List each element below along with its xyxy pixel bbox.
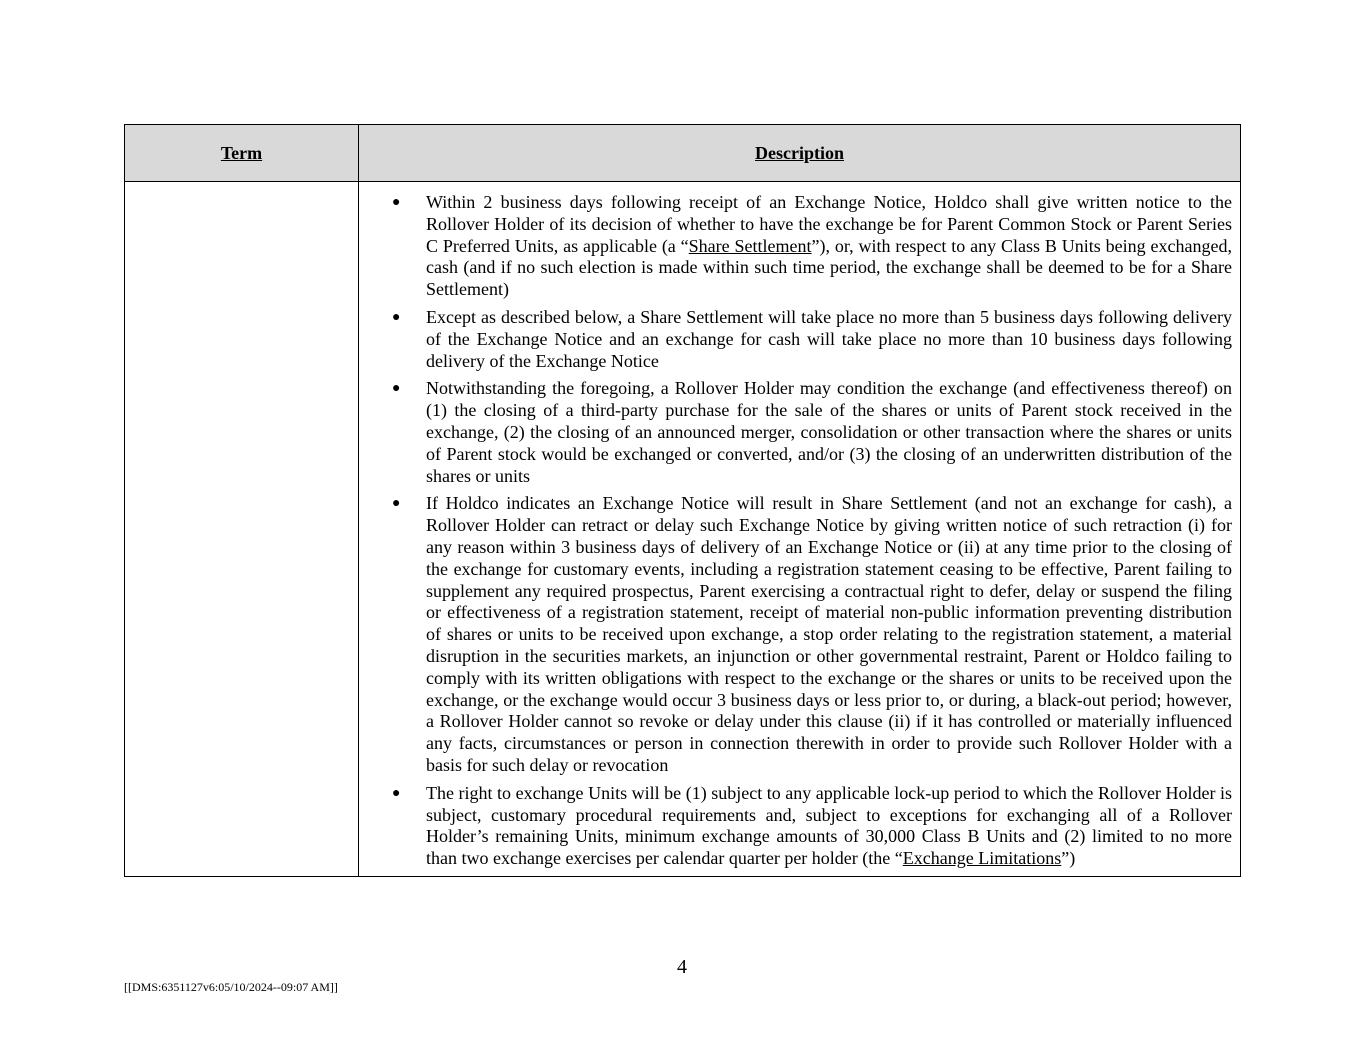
bullet-icon: ● bbox=[392, 381, 401, 397]
table-row bbox=[125, 182, 1241, 877]
bullet-item-retraction-rights bbox=[389, 493, 1232, 776]
description-cell bbox=[359, 182, 1241, 877]
header-term: Term bbox=[125, 125, 359, 182]
bullet-icon: ● bbox=[392, 496, 401, 512]
bullet-icon: ● bbox=[392, 309, 401, 325]
bullet-text: If Holdco indicates an Exchange Notice will result in Share Settlement (and not an exchange for cash), a Rollover Holder can retract or delay such Exchange Notice by giving written notice of such retraction (i) for any reason within 3 business days of delivery of an Exchange Notice or (ii) at any time prior to the closing of the exchange for customary events, including a registration statement ceasing to be effective, Parent failing to supplement any required prospectus, Parent exercising a contractual right to defer, delay or suspend the filing or effectiveness of a registration statement, receipt of material non-public information preventing distribution of shares or units to be received upon exchange, a stop order relating to the registration statement, a material disruption in the securities markets, an injunction or other governmental restraint, Parent or Holdco failing to comply with its written obligations with respect to the exchange or the shares or units to be received upon the exchange, or the exchange would occur 3 business days or less prior to, or during, a black-out period; however, a Rollover Holder cannot so revoke or delay under this clause (ii) if it has controlled or materially influenced any facts, circumstances or person in connection therewith in order to provide such Rollover Holder with a basis for such delay or revocation bbox=[426, 493, 1232, 775]
bullet-item-share-settlement-notice bbox=[389, 192, 1232, 301]
bullet-text: Except as described below, a Share Settlement will take place no more than 5 business days following delivery of the Exchange Notice and an exchange for cash will take place no more than 10 business days following delivery of the Exchange Notice bbox=[426, 306, 1232, 371]
bullet-text: The right to exchange Units will be (1) subject to any applicable lock-up period to which the Rollover Holder is subject, customary procedural requirements and, subject to exceptions for exchanging all of a Rollover Holder’s remaining Units, minimum exchange amounts of 30,000 Class B Units and (2) limited to no more than two exchange exercises per calendar quarter per holder (the “ bbox=[426, 782, 1232, 869]
bullet-item-settlement-timing bbox=[389, 307, 1232, 372]
term-description-table bbox=[124, 124, 1241, 877]
bullet-text: Notwithstanding the foregoing, a Rollover Holder may condition the exchange (and effectiveness thereof) on (1) the closing of a third-party purchase for the sale of the shares or units of Parent stock received in the exchange, (2) the closing of an announced merger, consolidation or other transaction where the shares or units of Parent stock would be exchanged or converted, and/or (3) the closing of an underwritten distribution of the shares or units bbox=[426, 378, 1232, 486]
defined-term-exchange-limitations: Exchange Limitations bbox=[902, 848, 1062, 869]
defined-term-share-settlement: Share Settlement bbox=[688, 235, 812, 256]
term-cell bbox=[125, 182, 359, 877]
bullet-icon: ● bbox=[392, 785, 401, 801]
dms-stamp: [[DMS:6351127v6:05/10/2024--09:07 AM]] bbox=[124, 980, 338, 994]
bullet-item-conditional-exchange bbox=[389, 378, 1232, 487]
table-header-row bbox=[125, 125, 1241, 182]
bullet-text: ”), or, with respect to any Class B Units being exchanged, cash (and if no such election is made within such time period, the exchange shall be deemed to be for a Share Settlement) bbox=[426, 235, 1232, 300]
bullet-item-exchange-limitations bbox=[389, 783, 1232, 870]
page-number: 4 bbox=[677, 956, 687, 978]
header-description: Description bbox=[359, 125, 1241, 182]
description-bullet-list bbox=[389, 192, 1232, 870]
bullet-icon: ● bbox=[392, 195, 401, 210]
bullet-text: ”) bbox=[1061, 848, 1076, 869]
bullet-text: Within 2 business days following receipt of an Exchange Notice, Holdco shall give written notice to the Rollover Holder of its decision of whether to have the exchange be for Parent Common Stock or Parent Series C Preferred Units, as applicable (a “ bbox=[426, 192, 1232, 256]
